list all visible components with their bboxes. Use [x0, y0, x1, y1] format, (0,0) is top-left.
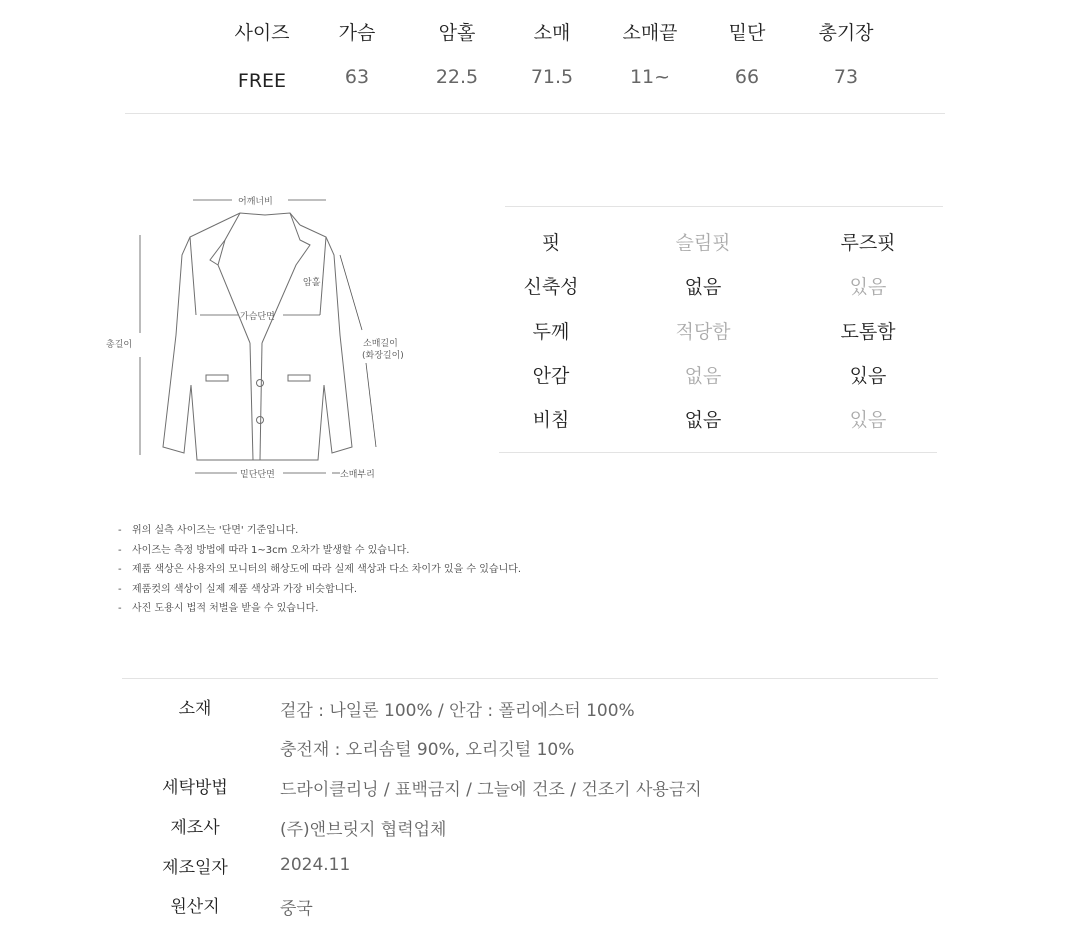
size-header-hem: 밑단: [728, 22, 766, 44]
info-label-date: 제조일자: [162, 858, 228, 878]
size-header-total-length: 총기장: [818, 22, 874, 44]
label-total-length: 총길이: [106, 340, 133, 350]
label-chest: 가슴단면: [240, 312, 275, 322]
measurement-diagram: [100, 185, 420, 485]
divider-feel-top: [505, 206, 943, 207]
note-item: - 사이즈는 측정 방법에 따라 1~3cm 오차가 발생할 수 있습니다.: [118, 545, 410, 556]
size-header-size: 사이즈: [234, 22, 290, 44]
size-value-armhole: 22.5: [435, 66, 479, 88]
feel-option: 있음: [849, 365, 887, 387]
size-value-cuff: 11~: [629, 66, 671, 88]
size-header-cuff: 소매끝: [622, 22, 678, 44]
size-value-total-length: 73: [833, 66, 859, 88]
size-value-chest: 63: [344, 66, 370, 88]
feel-option: 도톰함: [840, 321, 896, 343]
note-item: - 제품컷의 색상이 실제 제품 색상과 가장 비슷합니다.: [118, 584, 358, 595]
divider-feel-bottom: [499, 452, 937, 453]
size-header-chest: 가슴: [338, 22, 376, 44]
feel-option: 있음: [849, 276, 887, 298]
divider-top: [125, 113, 945, 114]
size-header-sleeve: 소매: [533, 22, 571, 44]
feel-option: 없음: [684, 409, 722, 431]
feel-label-lining: 안감: [532, 365, 570, 387]
feel-option: 없음: [684, 276, 722, 298]
feel-option: 있음: [849, 409, 887, 431]
info-value-date: 2024.11: [280, 855, 351, 875]
feel-option: 적당함: [675, 321, 731, 343]
divider-info-top: [122, 678, 938, 679]
size-value-sleeve: 71.5: [530, 66, 574, 88]
note-item: - 사진 도용시 법적 처벌을 받을 수 있습니다.: [118, 603, 319, 614]
info-value-material-filling: 충전재 : 오리솜털 90%, 오리깃털 10%: [280, 740, 575, 760]
info-label-maker: 제조사: [170, 818, 220, 838]
label-armhole: 암홀: [303, 278, 321, 288]
feel-option: 루즈핏: [840, 232, 896, 254]
size-value-hem: 66: [734, 66, 760, 88]
size-value-size: FREE: [237, 70, 287, 92]
label-hem: 밑단단면: [240, 470, 275, 480]
note-item: - 위의 실측 사이즈는 '단면' 기준입니다.: [118, 525, 299, 536]
feel-option: 슬림핏: [675, 232, 731, 254]
size-header-armhole: 암홀: [438, 22, 476, 44]
label-sleeve-length: 소매길이: [363, 339, 398, 349]
feel-label-sheerness: 비침: [532, 409, 570, 431]
feel-option: 없음: [684, 365, 722, 387]
info-label-washing: 세탁방법: [162, 778, 228, 798]
label-sleeve-length-sub: (화장길이): [362, 351, 404, 361]
info-value-origin: 중국: [280, 899, 313, 919]
note-item: - 제품 색상은 사용자의 모니터의 해상도에 따라 실제 색상과 다소 차이가 있을 수 있습니다.: [118, 564, 522, 575]
feel-label-fit: 핏: [541, 232, 561, 254]
feel-label-stretch: 신축성: [523, 276, 579, 298]
info-label-material: 소재: [178, 699, 212, 719]
label-shoulder: 어깨너비: [238, 197, 273, 207]
jacket-illustration: [100, 185, 420, 485]
label-cuff: 소매부리: [340, 470, 375, 480]
feel-label-thickness: 두께: [532, 321, 570, 343]
info-value-material-outer: 겉감 : 나일론 100% / 안감 : 폴리에스터 100%: [280, 701, 635, 721]
info-value-washing: 드라이클리닝 / 표백금지 / 그늘에 건조 / 건조기 사용금지: [280, 780, 702, 800]
info-label-origin: 원산지: [170, 897, 220, 917]
info-value-maker: (주)앤브릿지 협력업체: [280, 820, 447, 840]
